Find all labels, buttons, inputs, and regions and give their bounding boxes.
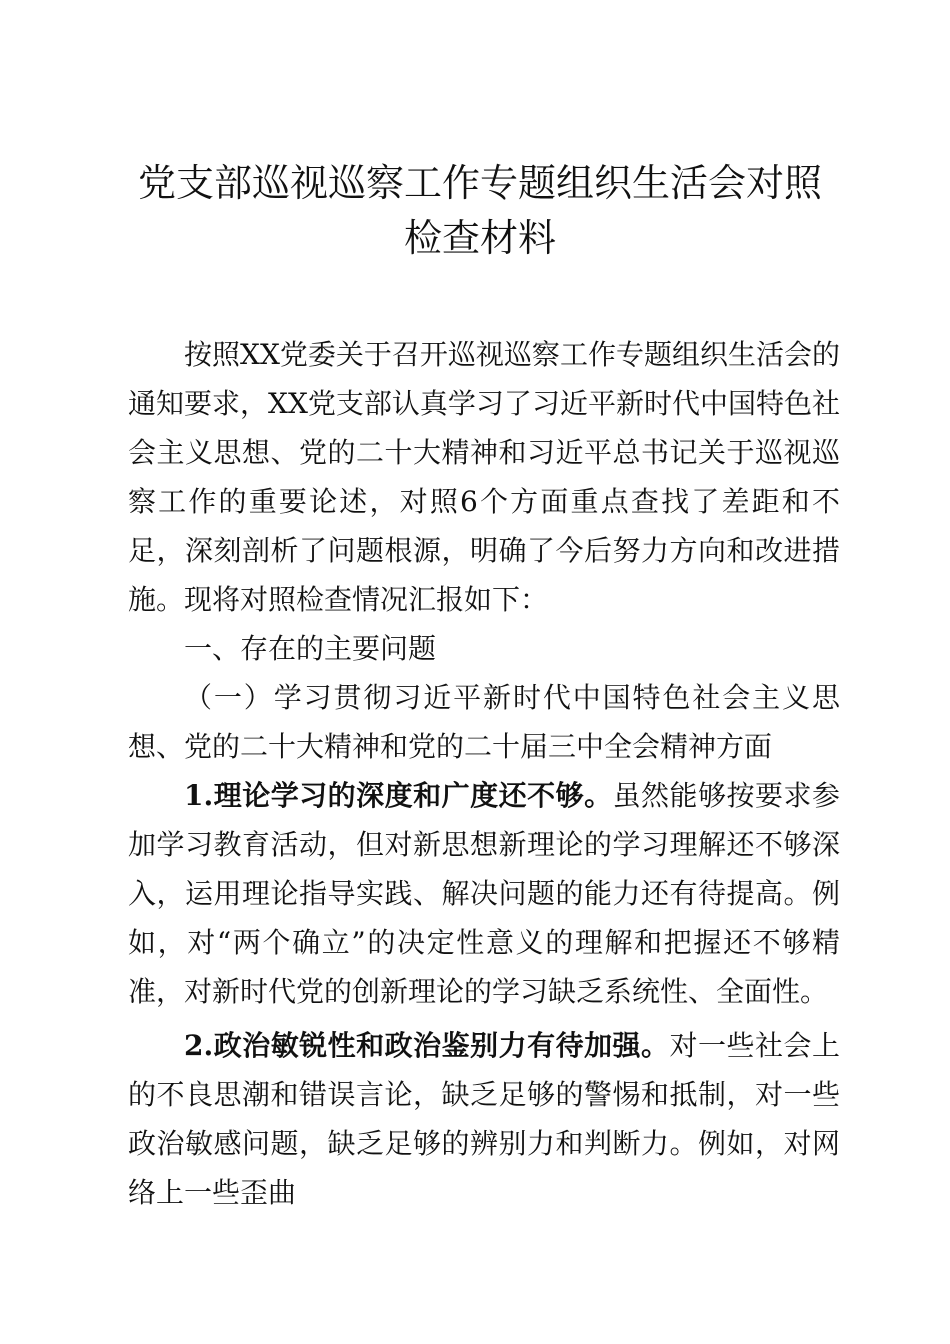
item-heading: 1.理论学习的深度和广度还不够。 [184, 779, 613, 812]
intro-paragraph: 按照XX党委关于召开巡视巡察工作专题组织生活会的通知要求，XX党支部认真学习了习近平新时代中国特色社会主义思想、党的二十大精神和习近平总书记关于巡视巡察工作的重要论述，对照6个方面重点查找了差距和不足，深刻剖析了问题根源，明确了今后努力方向和改进措施。现将对照检查情况汇报如下： [128, 338, 840, 616]
item-text: 对一些社会上的不良思潮和错误言论，缺乏足够的警惕和抵制，对一些政治敏感问题，缺乏足够的辨别力和判断力。例如，对网络上一些歪曲 [128, 1029, 840, 1209]
item-text: 虽然能够按要求参加学习教育活动，但对新思想新理论的学习理解还不够深入，运用理论指导实践、解决问题的能力还有待提高。例如，对“两个确立”的决定性意义的理解和把握还不够精准，对新时代党的创新理论的学习缺乏系统性、全面性。 [128, 779, 840, 1008]
item-heading: 2.政治敏锐性和政治鉴别力有待加强。 [184, 1029, 670, 1062]
section-heading: 一、存在的主要问题 [184, 632, 437, 665]
document-body [128, 330, 840, 1217]
document-title: 党支部巡视巡察工作专题组织生活会对照检查材料 [137, 161, 822, 260]
subsection-heading: （一）学习贯彻习近平新时代中国特色社会主义思想、党的二十大精神和党的二十届三中全会精神方面 [128, 681, 840, 763]
item-paragraph [128, 1021, 840, 1217]
item-paragraph [128, 771, 840, 1016]
